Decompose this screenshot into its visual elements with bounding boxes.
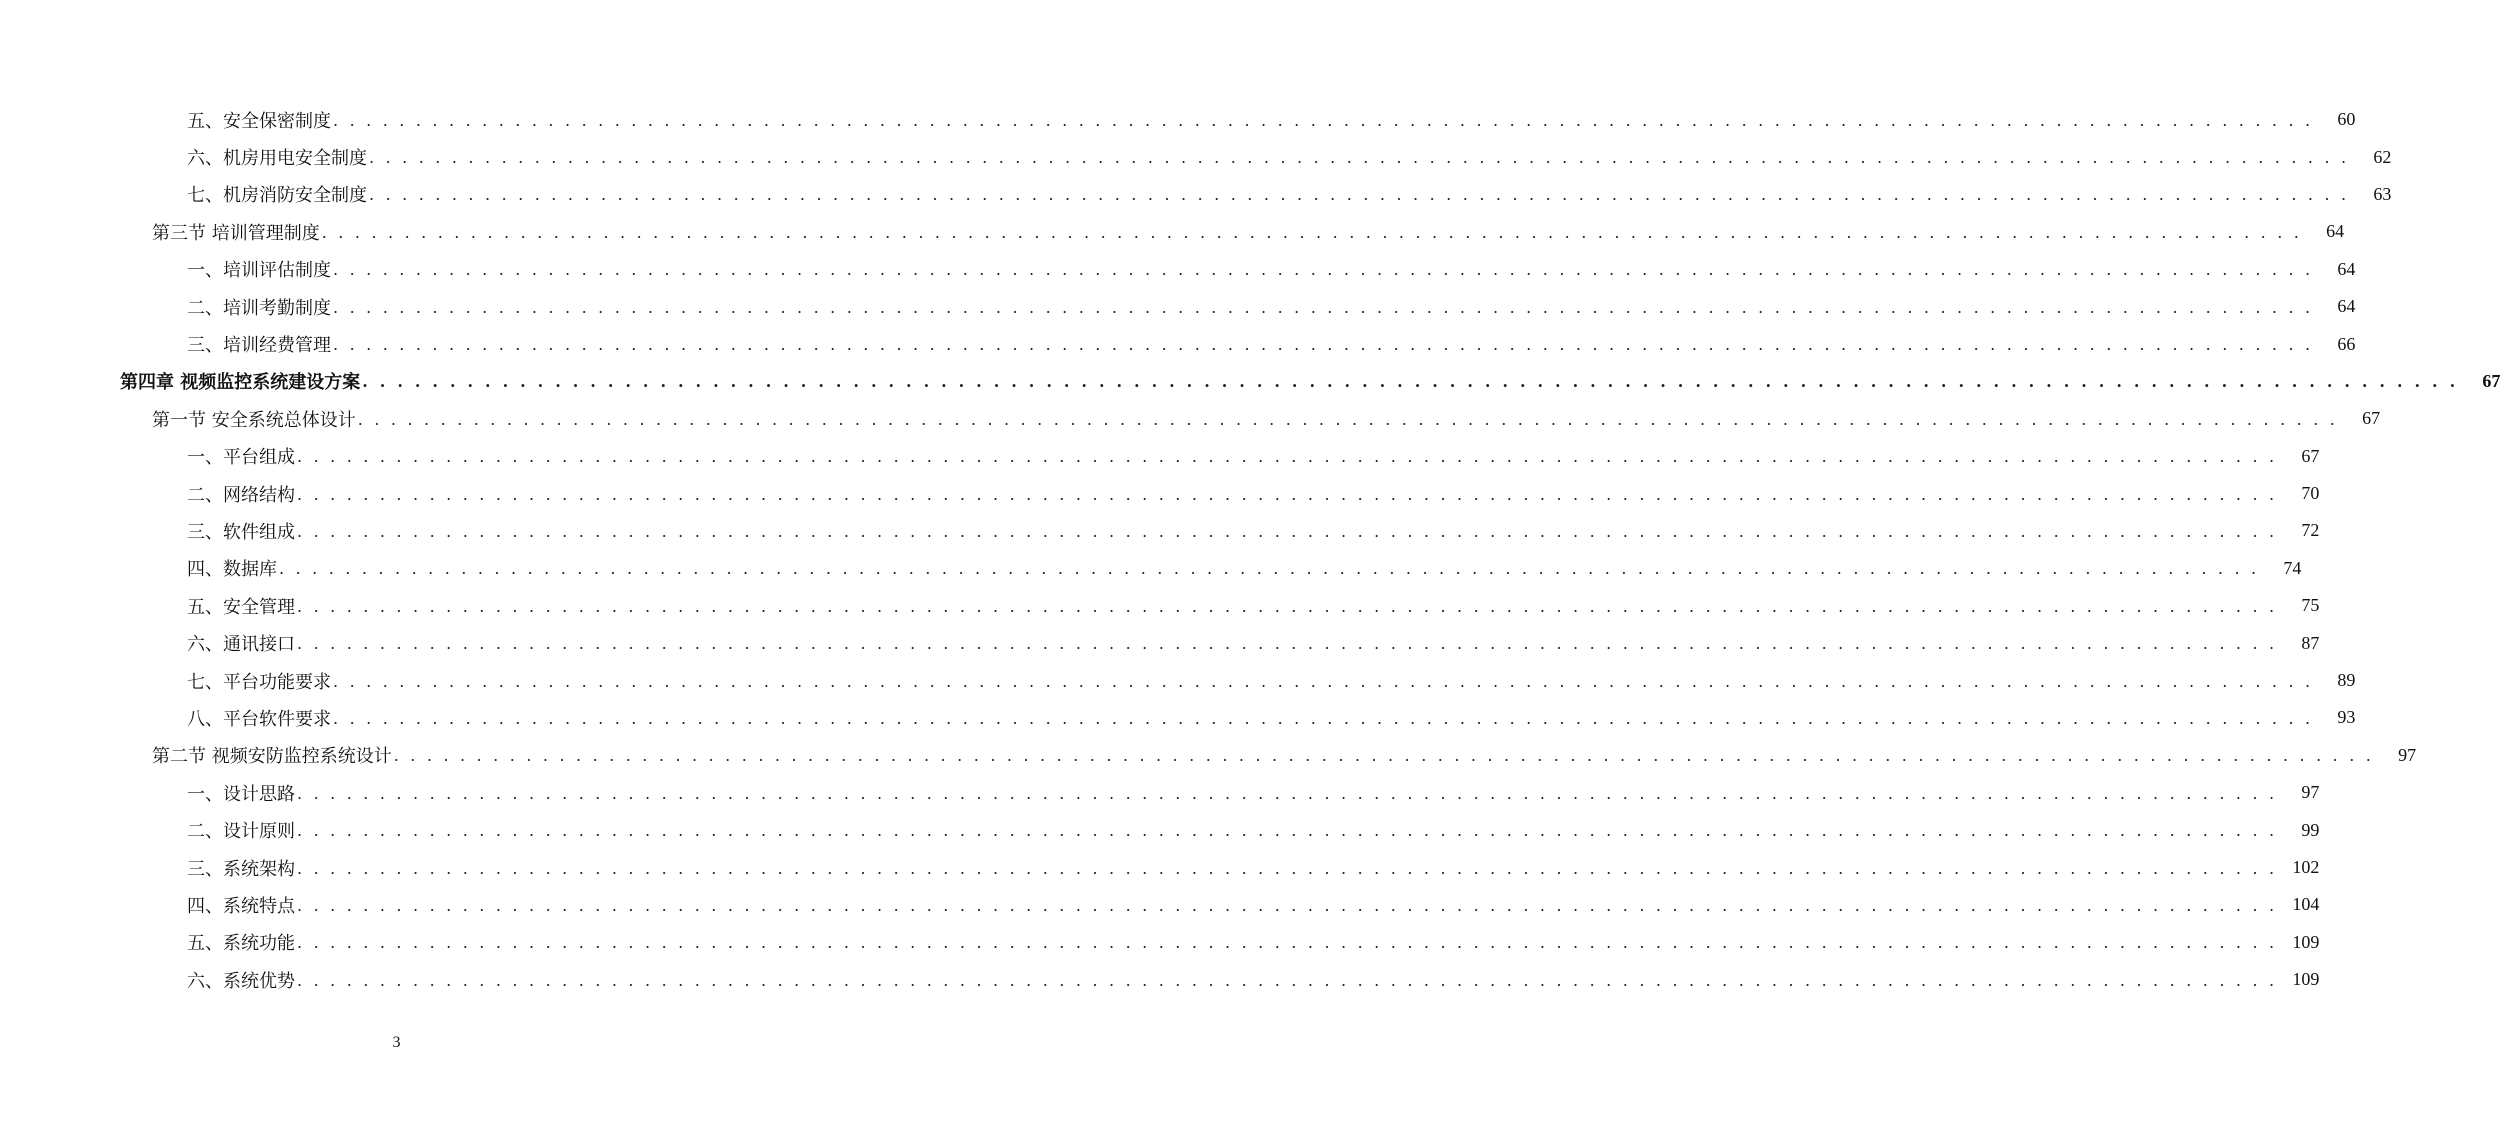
toc-entry-section[interactable] bbox=[152, 400, 2381, 437]
toc-entry-page-number: 102 bbox=[2292, 857, 2320, 877]
dot-leader: . . . . . . . . . . . . . . . . . . . . . . . . . . . . . . . . . . . . . . . . . . . . . . . . . . . . . . . . . . . . . . . . . . . . . . . . . . . . . . . . . . . . . . . . . . . . . . . . . . . . . . . . . . . . . . . . . . . . . . . . bbox=[297, 596, 2278, 616]
dot-leader: . . . . . . . . . . . . . . . . . . . . . . . . . . . . . . . . . . . . . . . . . . . . . . . . . . . . . . . . . . . . . . . . . . . . . . . . . . . . . . . . . . . . . . . . . . . . . . . . . . . . . . . . . . . . . . . . . . . . . . . . bbox=[279, 559, 2260, 579]
toc-entry-page-number: 87 bbox=[2301, 632, 2320, 653]
dot-leader: . . . . . . . . . . . . . . . . . . . . . . . . . . . . . . . . . . . . . . . . . . . . . . . . . . . . . . . . . . . . . . . . . . . . . . . . . . . . . . . . . . . . . . . . . . . . . . . . . . . . . . . . . . . . . . . . . . . . . . . . bbox=[333, 708, 2314, 728]
toc-entry-item[interactable] bbox=[187, 512, 2320, 549]
toc-entry-page-number: 67 bbox=[2301, 445, 2320, 466]
toc-entry-item[interactable] bbox=[187, 961, 2320, 998]
toc-entry-page-number: 93 bbox=[2337, 707, 2356, 728]
toc-entry-title: 六、系统优势 bbox=[187, 967, 297, 993]
toc-entry-item[interactable] bbox=[187, 288, 2356, 325]
toc-entry-title: 一、设计思路 bbox=[187, 780, 297, 806]
toc-entry-page-number: 97 bbox=[2301, 782, 2320, 803]
toc-entry-item[interactable] bbox=[187, 176, 2392, 213]
toc-entry-item[interactable] bbox=[187, 550, 2302, 587]
toc-entry-item[interactable] bbox=[187, 624, 2320, 661]
toc-entry-page-number: 67 bbox=[2362, 408, 2381, 429]
toc-entry-title: 六、机房用电安全制度 bbox=[187, 144, 369, 170]
toc-entry-item[interactable] bbox=[187, 886, 2320, 923]
table-of-contents bbox=[0, 101, 2500, 998]
toc-entry-title: 一、平台组成 bbox=[187, 443, 297, 469]
toc-entry-page-number: 70 bbox=[2301, 483, 2320, 504]
toc-entry-page-number: 99 bbox=[2301, 819, 2320, 840]
dot-leader: . . . . . . . . . . . . . . . . . . . . . . . . . . . . . . . . . . . . . . . . . . . . . . . . . . . . . . . . . . . . . . . . . . . . . . . . . . . . . . . . . . . . . . . . . . . . . . . . . . . . . . . . . . . . . . . . . . . . . . . . bbox=[297, 970, 2278, 990]
toc-entry-title: 五、系统功能 bbox=[187, 929, 297, 955]
toc-entry-chapter[interactable] bbox=[120, 363, 2500, 400]
toc-entry-title: 五、安全管理 bbox=[187, 593, 297, 619]
toc-entry-page-number: 109 bbox=[2292, 931, 2320, 952]
toc-entry-item[interactable] bbox=[187, 101, 2356, 138]
dot-leader: . . . . . . . . . . . . . . . . . . . . . . . . . . . . . . . . . . . . . . . . . . . . . . . . . . . . . . . . . . . . . . . . . . . . . . . . . . . . . . . . . . . . . . . . . . . . . . . . . . . . . . . . . . . . . . . . . . . . . . . . bbox=[357, 409, 2339, 429]
toc-entry-page-number: 72 bbox=[2301, 520, 2320, 541]
toc-entry-title: 第三节 培训管理制度 bbox=[152, 219, 322, 245]
toc-entry-title: 第四章 视频监控系统建设方案 bbox=[120, 368, 362, 394]
toc-entry-title: 第一节 安全系统总体设计 bbox=[152, 406, 358, 432]
dot-leader: . . . . . . . . . . . . . . . . . . . . . . . . . . . . . . . . . . . . . . . . . . . . . . . . . . . . . . . . . . . . . . . . . . . . . . . . . . . . . . . . . . . . . . . . . . . . . . . . . . . . . . . . . . . . . . . . . . . . . . . . bbox=[333, 297, 2314, 317]
toc-entry-item[interactable] bbox=[187, 849, 2320, 886]
dot-leader: . . . . . . . . . . . . . . . . . . . . . . . . . . . . . . . . . . . . . . . . . . . . . . . . . . . . . . . . . . . . . . . . . . . . . . . . . . . . . . . . . . . . . . . . . . . . . . . . . . . . . . . . . . . . . . . . . . . . . . . . bbox=[297, 858, 2278, 878]
toc-entry-page-number: 89 bbox=[2337, 670, 2356, 691]
dot-leader: . . . . . . . . . . . . . . . . . . . . . . . . . . . . . . . . . . . . . . . . . . . . . . . . . . . . . . . . . . . . . . . . . . . . . . . . . . . . . . . . . . . . . . . . . . . . . . . . . . . . . . . . . . . . . . . . . . . . . . . . bbox=[333, 671, 2314, 691]
toc-entry-section[interactable] bbox=[152, 213, 2345, 250]
toc-entry-item[interactable] bbox=[187, 774, 2320, 811]
dot-leader: . . . . . . . . . . . . . . . . . . . . . . . . . . . . . . . . . . . . . . . . . . . . . . . . . . . . . . . . . . . . . . . . . . . . . . . . . . . . . . . . . . . . . . . . . . . . . . . . . . . . . . . . . . . . . . . . . . . . . . . . bbox=[369, 185, 2350, 205]
dot-leader: . . . . . . . . . . . . . . . . . . . . . . . . . . . . . . . . . . . . . . . . . . . . . . . . . . . . . . . . . . . . . . . . . . . . . . . . . . . . . . . . . . . . . . . . . . . . . . . . . . . . . . . . . . . . . . . . . . . . . . . . bbox=[321, 222, 2303, 242]
toc-entry-title: 五、安全保密制度 bbox=[187, 107, 333, 133]
toc-entry-title: 第二节 视频安防监控系统设计 bbox=[152, 742, 394, 768]
toc-entry-title: 八、平台软件要求 bbox=[187, 705, 333, 731]
dot-leader: . . . . . . . . . . . . . . . . . . . . . . . . . . . . . . . . . . . . . . . . . . . . . . . . . . . . . . . . . . . . . . . . . . . . . . . . . . . . . . . . . . . . . . . . . . . . . . . . . . . . . . . . . . . . . . . . . . . . . . . . bbox=[393, 746, 2375, 766]
toc-entry-item[interactable] bbox=[187, 251, 2356, 288]
toc-entry-page-number: 109 bbox=[2292, 969, 2320, 990]
toc-entry-page-number: 97 bbox=[2398, 744, 2417, 765]
toc-entry-item[interactable] bbox=[187, 811, 2320, 848]
toc-entry-title: 四、数据库 bbox=[187, 555, 279, 581]
toc-entry-title: 二、设计原则 bbox=[187, 817, 297, 843]
toc-entry-page-number: 64 bbox=[2326, 221, 2345, 242]
toc-entry-page-number: 62 bbox=[2373, 146, 2392, 167]
dot-leader: . . . . . . . . . . . . . . . . . . . . . . . . . . . . . . . . . . . . . . . . . . . . . . . . . . . . . . . . . . . . . . . . . . . . . . . . . . . . . . . . . . . . . . . . . . . . . . . . . . . . . . . . . . . . . . . . . . . . . . . . bbox=[297, 521, 2278, 541]
toc-entry-page-number: 63 bbox=[2373, 183, 2392, 204]
dot-leader: . . . . . . . . . . . . . . . . . . . . . . . . . . . . . . . . . . . . . . . . . . . . . . . . . . . . . . . . . . . . . . . . . . . . . . . . . . . . . . . . . . . . . . . . . . . . . . . . . . . . . . . . . . . . . . . . . . . . . . . . bbox=[333, 335, 2314, 355]
toc-entry-page-number: 74 bbox=[2283, 557, 2302, 578]
dot-leader: . . . . . . . . . . . . . . . . . . . . . . . . . . . . . . . . . . . . . . . . . . . . . . . . . . . . . . . . . . . . . . . . . . . . . . . . . . . . . . . . . . . . . . . . . . . . . . . . . . . . . . . . . . . . . . . . . . . . . . . . bbox=[297, 447, 2278, 467]
page-number: 3 bbox=[392, 1034, 401, 1051]
dot-leader: . . . . . . . . . . . . . . . . . . . . . . . . . . . . . . . . . . . . . . . . . . . . . . . . . . . . . . . . . . . . . . . . . . . . . . . . . . . . . . . . . . . . . . . . . . . . . . . . . . . . . . . . . . . . . . . . . . . . . . . . bbox=[297, 895, 2278, 915]
toc-entry-item[interactable] bbox=[187, 924, 2320, 961]
toc-entry-title: 六、通讯接口 bbox=[187, 630, 297, 656]
dot-leader: . . . . . . . . . . . . . . . . . . . . . . . . . . . . . . . . . . . . . . . . . . . . . . . . . . . . . . . . . . . . . . . . . . . . . . . . . . . . . . . . . . . . . . . . . . . . . . . . . . . . . . . . . . . . . . . . . . . . . . . . bbox=[297, 484, 2278, 504]
toc-entry-item[interactable] bbox=[187, 699, 2356, 736]
toc-entry-page-number: 67 bbox=[2482, 370, 2500, 391]
toc-entry-item[interactable] bbox=[187, 325, 2356, 362]
dot-leader: . . . . . . . . . . . . . . . . . . . . . . . . . . . . . . . . . . . . . . . . . . . . . . . . . . . . . . . . . . . . . . . . . . . . . . . . . . . . . . . . . . . . . . . . . . . . . . . . . . . . . . . . . . . . . . . . . . . . . . . . bbox=[297, 783, 2278, 803]
toc-entry-page-number: 60 bbox=[2337, 109, 2356, 130]
toc-entry-title: 三、培训经费管理 bbox=[187, 331, 333, 357]
toc-entry-section[interactable] bbox=[152, 737, 2417, 774]
toc-entry-item[interactable] bbox=[187, 475, 2320, 512]
dot-leader: . . . . . . . . . . . . . . . . . . . . . . . . . . . . . . . . . . . . . . . . . . . . . . . . . . . . . . . . . . . . . . . . . . . . . . . . . . . . . . . . . . . . . . . . . . . . . . . . . . . . . . . . . . . . . . . . . . . . . . . . bbox=[297, 634, 2278, 654]
toc-entry-title: 三、系统架构 bbox=[187, 855, 297, 881]
toc-entry-page-number: 104 bbox=[2292, 894, 2320, 915]
toc-entry-title: 四、系统特点 bbox=[187, 892, 297, 918]
toc-entry-title: 一、培训评估制度 bbox=[187, 256, 333, 282]
toc-entry-item[interactable] bbox=[187, 662, 2356, 699]
dot-leader: . . . . . . . . . . . . . . . . . . . . . . . . . . . . . . . . . . . . . . . . . . . . . . . . . . . . . . . . . . . . . . . . . . . . . . . . . . . . . . . . . . . . . . . . . . . . . . . . . . . . . . . . . . . . . . . . . . . . . . . . bbox=[333, 260, 2314, 280]
dot-leader: . . . . . . . . . . . . . . . . . . . . . . . . . . . . . . . . . . . . . . . . . . . . . . . . . . . . . . . . . . . . . . . . . . . . . . . . . . . . . . . . . . . . . . . . . . . . . . . . . . . . . . . . . . . . . . . . . . . . . . . . bbox=[362, 372, 2459, 392]
toc-entry-title: 二、网络结构 bbox=[187, 481, 297, 507]
dot-leader: . . . . . . . . . . . . . . . . . . . . . . . . . . . . . . . . . . . . . . . . . . . . . . . . . . . . . . . . . . . . . . . . . . . . . . . . . . . . . . . . . . . . . . . . . . . . . . . . . . . . . . . . . . . . . . . . . . . . . . . . bbox=[297, 933, 2278, 953]
toc-entry-page-number: 64 bbox=[2337, 258, 2356, 279]
toc-entry-title: 七、机房消防安全制度 bbox=[187, 181, 369, 207]
toc-entry-title: 三、软件组成 bbox=[187, 518, 297, 544]
dot-leader: . . . . . . . . . . . . . . . . . . . . . . . . . . . . . . . . . . . . . . . . . . . . . . . . . . . . . . . . . . . . . . . . . . . . . . . . . . . . . . . . . . . . . . . . . . . . . . . . . . . . . . . . . . . . . . . . . . . . . . . . bbox=[297, 821, 2278, 841]
toc-entry-item[interactable] bbox=[187, 138, 2392, 175]
dot-leader: . . . . . . . . . . . . . . . . . . . . . . . . . . . . . . . . . . . . . . . . . . . . . . . . . . . . . . . . . . . . . . . . . . . . . . . . . . . . . . . . . . . . . . . . . . . . . . . . . . . . . . . . . . . . . . . . . . . . . . . . bbox=[369, 148, 2350, 168]
toc-entry-title: 七、平台功能要求 bbox=[187, 668, 333, 694]
toc-entry-page-number: 64 bbox=[2337, 296, 2356, 317]
toc-entry-page-number: 75 bbox=[2301, 595, 2320, 616]
dot-leader: . . . . . . . . . . . . . . . . . . . . . . . . . . . . . . . . . . . . . . . . . . . . . . . . . . . . . . . . . . . . . . . . . . . . . . . . . . . . . . . . . . . . . . . . . . . . . . . . . . . . . . . . . . . . . . . . . . . . . . . . bbox=[333, 110, 2314, 130]
toc-entry-item[interactable] bbox=[187, 587, 2320, 624]
toc-entry-title: 二、培训考勤制度 bbox=[187, 294, 333, 320]
toc-entry-page-number: 66 bbox=[2337, 333, 2356, 354]
toc-entry-item[interactable] bbox=[187, 438, 2320, 475]
